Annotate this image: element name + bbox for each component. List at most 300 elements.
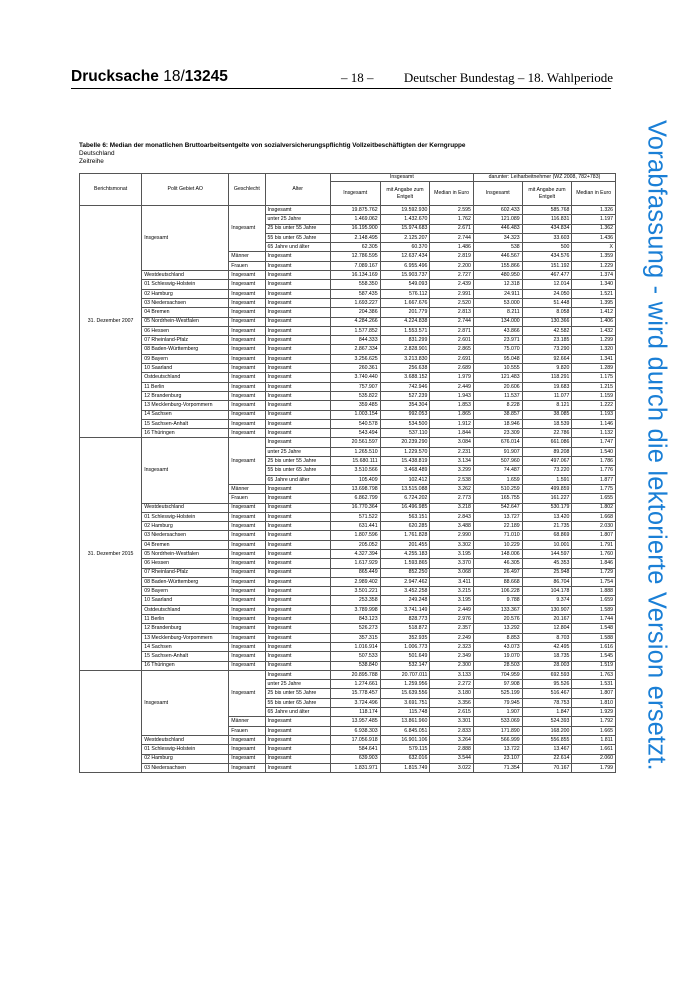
value-cell: 1.545 <box>572 652 616 661</box>
geschlecht-cell: Insgesamt <box>229 605 265 614</box>
value-cell: 249.248 <box>380 596 430 605</box>
value-cell: 2.744 <box>430 233 474 242</box>
value-cell: 71.354 <box>473 763 522 772</box>
value-cell: 1.374 <box>572 271 616 280</box>
value-cell: 21.735 <box>522 522 572 531</box>
value-cell: 1.786 <box>572 457 616 466</box>
value-cell: 20.895.788 <box>330 670 380 679</box>
region-cell: 13 Mecklenburg-Vorpommern <box>142 633 229 642</box>
value-cell: 23.971 <box>473 336 522 345</box>
value-cell: 26.497 <box>473 568 522 577</box>
value-cell: 18.735 <box>522 652 572 661</box>
value-cell: 68.869 <box>522 531 572 540</box>
table-row <box>80 317 616 326</box>
geschlecht-cell: Insgesamt <box>229 512 265 521</box>
value-cell: 115.748 <box>380 708 430 717</box>
value-cell: 16.195.900 <box>330 224 380 233</box>
value-cell: 2.773 <box>430 494 474 503</box>
geschlecht-cell: Insgesamt <box>229 587 265 596</box>
value-cell: 11.077 <box>522 391 572 400</box>
region-cell: 03 Niedersachsen <box>142 298 229 307</box>
value-cell: 2.833 <box>430 726 474 735</box>
value-cell: 1.760 <box>572 549 616 558</box>
value-cell: 7.089.167 <box>330 261 380 270</box>
value-cell: 1.320 <box>572 345 616 354</box>
geschlecht-cell: Insgesamt <box>229 633 265 642</box>
geschlecht-cell: Insgesamt <box>229 559 265 568</box>
value-cell: 10.229 <box>473 540 522 549</box>
alter-cell: Insgesamt <box>265 280 330 289</box>
value-cell: 13.420 <box>522 512 572 521</box>
alter-cell: Insgesamt <box>265 419 330 428</box>
region-cell: Westdeutschland <box>142 503 229 512</box>
alter-cell: unter 25 Jahre <box>265 447 330 456</box>
value-cell: 1.844 <box>430 429 474 438</box>
header-rule <box>71 88 611 89</box>
page-header <box>71 68 611 90</box>
table-row <box>80 206 616 215</box>
geschlecht-cell: Frauen <box>229 726 265 735</box>
value-cell: 2.060 <box>572 754 616 763</box>
value-cell: 1.775 <box>572 484 616 493</box>
region-cell: 02 Hamburg <box>142 289 229 298</box>
value-cell: 148.006 <box>473 549 522 558</box>
region-cell: 09 Bayern <box>142 587 229 596</box>
value-cell: 1.589 <box>572 605 616 614</box>
value-cell: 6.862.799 <box>330 494 380 503</box>
value-cell: 3.084 <box>430 438 474 447</box>
value-cell: 22.786 <box>522 429 572 438</box>
value-cell: 19.592.930 <box>380 206 430 215</box>
alter-cell: Insgesamt <box>265 540 330 549</box>
value-cell: 1.593.865 <box>380 559 430 568</box>
alter-cell: Insgesamt <box>265 522 330 531</box>
geschlecht-cell: Frauen <box>229 261 265 270</box>
value-cell: 3.411 <box>430 577 474 586</box>
value-cell: 527.239 <box>380 391 430 400</box>
value-cell: 121.483 <box>473 373 522 382</box>
geschlecht-cell: Insgesamt <box>229 308 265 317</box>
value-cell: 2.125.207 <box>380 233 430 242</box>
value-cell: 91.907 <box>473 447 522 456</box>
value-cell: 15.974.683 <box>380 224 430 233</box>
value-cell: 500 <box>522 243 572 252</box>
value-cell: 95.526 <box>522 680 572 689</box>
geschlecht-cell: Insgesamt <box>229 763 265 772</box>
alter-cell: Insgesamt <box>265 512 330 521</box>
col-geschlecht: Geschlecht <box>229 174 265 206</box>
region-cell: 14 Sachsen <box>142 410 229 419</box>
value-cell: 2.888 <box>430 745 474 754</box>
region-cell: 08 Baden-Württemberg <box>142 345 229 354</box>
alter-cell: unter 25 Jahre <box>265 680 330 689</box>
value-cell: 1.616 <box>572 642 616 651</box>
value-cell: 18.539 <box>522 419 572 428</box>
value-cell: 25.948 <box>522 568 572 577</box>
value-cell: 15.639.556 <box>380 689 430 698</box>
region-cell: 12 Brandenburg <box>142 391 229 400</box>
value-cell: 1.659 <box>473 475 522 484</box>
value-cell: 1.807 <box>572 689 616 698</box>
value-cell: 2.439 <box>430 280 474 289</box>
value-cell: 556.855 <box>522 735 572 744</box>
value-cell: 1.846 <box>572 559 616 568</box>
value-cell: 51.448 <box>522 298 572 307</box>
value-cell: 12.786.595 <box>330 252 380 261</box>
value-cell: 1.432.670 <box>380 215 430 224</box>
alter-cell: Insgesamt <box>265 438 330 447</box>
value-cell: 538 <box>473 243 522 252</box>
value-cell: 2.030 <box>572 522 616 531</box>
alter-cell: 65 Jahre und älter <box>265 243 330 252</box>
alter-cell: Insgesamt <box>265 642 330 651</box>
value-cell: 130.366 <box>522 317 572 326</box>
region-cell: 14 Sachsen <box>142 642 229 651</box>
value-cell: 38.085 <box>522 410 572 419</box>
value-cell: 1.807.596 <box>330 531 380 540</box>
value-cell: 18.946 <box>473 419 522 428</box>
value-cell: 1.531 <box>572 680 616 689</box>
value-cell: 3.356 <box>430 698 474 707</box>
value-cell: 692.593 <box>522 670 572 679</box>
value-cell: 253.358 <box>330 596 380 605</box>
value-cell: 19.070 <box>473 652 522 661</box>
value-cell: 584.641 <box>330 745 380 754</box>
value-cell: 1.222 <box>572 401 616 410</box>
value-cell: 6.845.051 <box>380 726 430 735</box>
region-cell: 05 Nordrhein-Westfalen <box>142 317 229 326</box>
alter-cell: Insgesamt <box>265 717 330 726</box>
region-cell: 15 Sachsen-Anhalt <box>142 652 229 661</box>
value-cell: 1.847 <box>522 708 572 717</box>
value-cell: 1.831.971 <box>330 763 380 772</box>
value-cell: 3.195 <box>430 596 474 605</box>
value-cell: 2.819 <box>430 252 474 261</box>
value-cell: 1.299 <box>572 336 616 345</box>
value-cell: X <box>572 243 616 252</box>
value-cell: 1.655 <box>572 494 616 503</box>
table-caption <box>79 142 465 166</box>
value-cell: 12.014 <box>522 280 572 289</box>
value-cell: 359.485 <box>330 401 380 410</box>
value-cell: 507.960 <box>473 457 522 466</box>
alter-cell: Insgesamt <box>265 745 330 754</box>
value-cell: 13.292 <box>473 624 522 633</box>
value-cell: 533.069 <box>473 717 522 726</box>
alter-cell: Insgesamt <box>265 410 330 419</box>
value-cell: 23.185 <box>522 336 572 345</box>
value-cell: 11.537 <box>473 391 522 400</box>
value-cell: 1.175 <box>572 373 616 382</box>
region-cell: 01 Schleswig-Holstein <box>142 280 229 289</box>
table-type: Zeitreihe <box>79 158 104 165</box>
geschlecht-cell: Insgesamt <box>229 345 265 354</box>
region-cell: 03 Niedersachsen <box>142 531 229 540</box>
value-cell: 71.010 <box>473 531 522 540</box>
value-cell: 639.903 <box>330 754 380 763</box>
value-cell: 13.957.485 <box>330 717 380 726</box>
table-row <box>80 438 616 447</box>
value-cell: 3.180 <box>430 689 474 698</box>
region-cell: Westdeutschland <box>142 271 229 280</box>
geschlecht-cell: Insgesamt <box>229 364 265 373</box>
value-cell: 1.340 <box>572 280 616 289</box>
alter-cell: Insgesamt <box>265 364 330 373</box>
document-id: Drucksache 18/13245 <box>71 68 228 85</box>
value-cell: 2.231 <box>430 447 474 456</box>
value-cell: 16.496.985 <box>380 503 430 512</box>
value-cell: 526.273 <box>330 624 380 633</box>
alter-cell: 25 bis unter 55 Jahre <box>265 689 330 698</box>
institution-label: Deutscher Bundestag – 18. Wahlperiode <box>403 70 613 85</box>
value-cell: 585.768 <box>522 206 572 215</box>
alter-cell: Insgesamt <box>265 568 330 577</box>
region-cell: 06 Hessen <box>142 326 229 335</box>
value-cell: 23.107 <box>473 754 522 763</box>
value-cell: 1.540 <box>572 447 616 456</box>
table-row <box>80 745 616 754</box>
value-cell: 3.299 <box>430 466 474 475</box>
value-cell: 15.680.111 <box>330 457 380 466</box>
alter-cell: Insgesamt <box>265 484 330 493</box>
value-cell: 19.683 <box>522 382 572 391</box>
value-cell: 2.947.462 <box>380 577 430 586</box>
wage-table <box>79 173 616 773</box>
value-cell: 256.638 <box>380 364 430 373</box>
value-cell: 102.412 <box>380 475 430 484</box>
table-row <box>80 298 616 307</box>
value-cell: 13.727 <box>473 512 522 521</box>
region-cell: Ostdeutschland <box>142 373 229 382</box>
value-cell: 9.788 <box>473 596 522 605</box>
value-cell: 2.300 <box>430 661 474 670</box>
geschlecht-cell: Insgesamt <box>229 735 265 744</box>
region-cell: 13 Mecklenburg-Vorpommern <box>142 401 229 410</box>
value-cell: 620.285 <box>380 522 430 531</box>
watermark-text: Vorabfassung - wird durch die lektorierte Version ersetzt. <box>642 120 671 771</box>
value-cell: 92.664 <box>522 354 572 363</box>
alter-cell: Insgesamt <box>265 429 330 438</box>
value-cell: 2.843 <box>430 512 474 521</box>
value-cell: 3.195 <box>430 549 474 558</box>
alter-cell: Insgesamt <box>265 271 330 280</box>
region-cell: 10 Saarland <box>142 364 229 373</box>
col-mit-angabe-leih: mit Angabe zum Entgelt <box>522 182 572 206</box>
draft-watermark <box>631 120 681 910</box>
value-cell: 105.409 <box>330 475 380 484</box>
table-row <box>80 336 616 345</box>
value-cell: 3.488 <box>430 522 474 531</box>
value-cell: 171.890 <box>473 726 522 735</box>
value-cell: 106.228 <box>473 587 522 596</box>
value-cell: 130.907 <box>522 605 572 614</box>
alter-cell: Insgesamt <box>265 577 330 586</box>
value-cell: 161.227 <box>522 494 572 503</box>
alter-cell: Insgesamt <box>265 726 330 735</box>
table-row <box>80 326 616 335</box>
value-cell: 2.200 <box>430 261 474 270</box>
value-cell: 20.167 <box>522 615 572 624</box>
alter-cell: Insgesamt <box>265 633 330 642</box>
value-cell: 134.000 <box>473 317 522 326</box>
alter-cell: Insgesamt <box>265 652 330 661</box>
value-cell: 1.744 <box>572 615 616 624</box>
value-cell: 3.691.751 <box>380 698 430 707</box>
value-cell: 24.050 <box>522 289 572 298</box>
value-cell: 1.289 <box>572 364 616 373</box>
value-cell: 1.406 <box>572 317 616 326</box>
value-cell: 1.791 <box>572 540 616 549</box>
value-cell: 497.067 <box>522 457 572 466</box>
geschlecht-cell: Insgesamt <box>229 410 265 419</box>
value-cell: 8.058 <box>522 308 572 317</box>
value-cell: 1.159 <box>572 391 616 400</box>
page-number: – 18 – <box>341 70 374 85</box>
value-cell: 12.318 <box>473 280 522 289</box>
value-cell: 852.250 <box>380 568 430 577</box>
value-cell: 1.548 <box>572 624 616 633</box>
value-cell: 16.134.169 <box>330 271 380 280</box>
value-cell: 1.807 <box>572 531 616 540</box>
value-cell: 13.467 <box>522 745 572 754</box>
table-row <box>80 308 616 317</box>
value-cell: 3.264 <box>430 735 474 744</box>
region-cell: 04 Bremen <box>142 308 229 317</box>
value-cell: 434.834 <box>522 224 572 233</box>
value-cell: 1.693.227 <box>330 298 380 307</box>
value-cell: 38.857 <box>473 410 522 419</box>
value-cell: 742.946 <box>380 382 430 391</box>
table-row <box>80 577 616 586</box>
value-cell: 10.001 <box>522 540 572 549</box>
value-cell: 1.761.828 <box>380 531 430 540</box>
value-cell: 3.724.496 <box>330 698 380 707</box>
value-cell: 1.943 <box>430 391 474 400</box>
value-cell: 1.754 <box>572 577 616 586</box>
table-row <box>80 540 616 549</box>
value-cell: 1.810 <box>572 698 616 707</box>
region-cell: 03 Niedersachsen <box>142 763 229 772</box>
value-cell: 8.211 <box>473 308 522 317</box>
geschlecht-cell: Insgesamt <box>229 326 265 335</box>
value-cell: 3.256.625 <box>330 354 380 363</box>
alter-cell: Insgesamt <box>265 763 330 772</box>
value-cell: 104.178 <box>522 587 572 596</box>
value-cell: 144.597 <box>522 549 572 558</box>
alter-cell: Insgesamt <box>265 735 330 744</box>
geschlecht-cell: Insgesamt <box>229 568 265 577</box>
region-cell: 06 Hessen <box>142 559 229 568</box>
value-cell: 1.661 <box>572 745 616 754</box>
table-scope: Deutschland <box>79 150 115 157</box>
value-cell: 10.555 <box>473 364 522 373</box>
region-cell: 16 Thüringen <box>142 661 229 670</box>
value-cell: 992.053 <box>380 410 430 419</box>
value-cell: 2.449 <box>430 382 474 391</box>
geschlecht-cell: Insgesamt <box>229 642 265 651</box>
value-cell: 3.302 <box>430 540 474 549</box>
value-cell: 168.200 <box>522 726 572 735</box>
value-cell: 2.828.901 <box>380 345 430 354</box>
value-cell: 525.199 <box>473 689 522 698</box>
table-row <box>80 354 616 363</box>
value-cell: 2.991 <box>430 289 474 298</box>
alter-cell: Insgesamt <box>265 336 330 345</box>
alter-cell: 65 Jahre und älter <box>265 708 330 717</box>
alter-cell: Insgesamt <box>265 549 330 558</box>
table-row <box>80 605 616 614</box>
value-cell: 74.487 <box>473 466 522 475</box>
value-cell: 20.707.011 <box>380 670 430 679</box>
berichtsmonat-cell: 31. Dezember 2015 <box>80 438 142 670</box>
geschlecht-cell: Insgesamt <box>229 754 265 763</box>
geschlecht-cell: Insgesamt <box>229 336 265 345</box>
table-row <box>80 754 616 763</box>
table-row <box>80 512 616 521</box>
alter-cell: Insgesamt <box>265 308 330 317</box>
value-cell: 89.208 <box>522 447 572 456</box>
value-cell: 1.436 <box>572 233 616 242</box>
alter-cell: Insgesamt <box>265 382 330 391</box>
alter-cell: Insgesamt <box>265 289 330 298</box>
value-cell: 2.272 <box>430 680 474 689</box>
region-cell: Insgesamt <box>142 670 229 735</box>
value-cell: 133.367 <box>473 605 522 614</box>
value-cell: 571.522 <box>330 512 380 521</box>
table-title: Tabelle 6: Median der monatlichen Bruttoarbeitsentgelte von sozialversicherungspflichtig Vollzeitbeschäftigten der Kerngruppe <box>79 142 466 149</box>
value-cell: 757.907 <box>330 382 380 391</box>
value-cell: 563.151 <box>380 512 430 521</box>
value-cell: 28.503 <box>473 661 522 670</box>
value-cell: 1.776 <box>572 466 616 475</box>
table-body <box>80 206 616 773</box>
value-cell: 661.086 <box>522 438 572 447</box>
table-row <box>80 559 616 568</box>
geschlecht-cell: Insgesamt <box>229 401 265 410</box>
table-row <box>80 670 616 679</box>
alter-cell: Insgesamt <box>265 605 330 614</box>
region-cell: 11 Berlin <box>142 615 229 624</box>
value-cell: 42.495 <box>522 642 572 651</box>
value-cell: 446.483 <box>473 224 522 233</box>
value-cell: 24.911 <box>473 289 522 298</box>
region-cell: 02 Hamburg <box>142 522 229 531</box>
value-cell: 8.228 <box>473 401 522 410</box>
value-cell: 3.741.149 <box>380 605 430 614</box>
value-cell: 510.259 <box>473 484 522 493</box>
value-cell: 2.601 <box>430 336 474 345</box>
value-cell: 704.959 <box>473 670 522 679</box>
value-cell: 1.853 <box>430 401 474 410</box>
value-cell: 6.938.303 <box>330 726 380 735</box>
value-cell: 3.510.566 <box>330 466 380 475</box>
value-cell: 1.412 <box>572 308 616 317</box>
value-cell: 2.865 <box>430 345 474 354</box>
alter-cell: Insgesamt <box>265 373 330 382</box>
value-cell: 524.393 <box>522 717 572 726</box>
geschlecht-cell: Insgesamt <box>229 531 265 540</box>
value-cell: 1.762 <box>430 215 474 224</box>
value-cell: 121.089 <box>473 215 522 224</box>
value-cell: 1.146 <box>572 419 616 428</box>
alter-cell: Insgesamt <box>265 354 330 363</box>
region-cell: Ostdeutschland <box>142 605 229 614</box>
table-row <box>80 661 616 670</box>
value-cell: 13.861.960 <box>380 717 430 726</box>
value-cell: 79.945 <box>473 698 522 707</box>
value-cell: 1.665 <box>572 726 616 735</box>
alter-cell: Insgesamt <box>265 596 330 605</box>
